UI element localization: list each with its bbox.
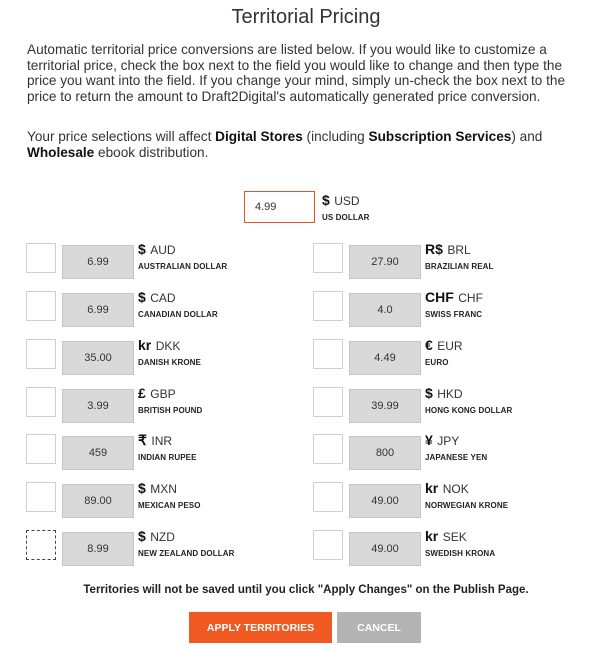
stores-prefix: Your price selections will affect xyxy=(27,129,216,144)
currency-name: BRITISH POUND xyxy=(138,406,203,415)
eur-override-checkbox[interactable] xyxy=(313,339,343,369)
currency-symbol: € xyxy=(425,337,433,353)
currency-code: MXN xyxy=(150,482,177,496)
brl-price-input[interactable] xyxy=(349,245,421,279)
jpy-override-checkbox[interactable] xyxy=(313,434,343,464)
currency-name: SWISS FRANC xyxy=(425,310,483,319)
currency-symbol: $ xyxy=(138,528,146,544)
cad-currency-label xyxy=(138,289,218,319)
mxn-price-input[interactable] xyxy=(62,484,134,518)
inr-override-checkbox[interactable] xyxy=(26,434,56,464)
currency-name: MEXICAN PESO xyxy=(138,501,201,510)
gbp-override-checkbox[interactable] xyxy=(26,387,56,417)
currency-code: GBP xyxy=(150,387,176,401)
page-title: Territorial Pricing xyxy=(231,6,381,28)
stores-suffix: ebook distribution. xyxy=(94,144,209,160)
currency-symbol: $ xyxy=(425,385,433,401)
mxn-currency-label xyxy=(138,480,201,510)
hkd-price-input[interactable] xyxy=(349,389,421,423)
dkk-currency-label xyxy=(138,337,201,367)
aud-currency-label xyxy=(138,241,227,271)
hkd-currency-label xyxy=(425,385,512,415)
currency-code: CAD xyxy=(150,291,176,305)
cancel-button[interactable]: CANCEL xyxy=(337,612,421,643)
currency-code: EUR xyxy=(437,339,463,353)
currency-code: AUD xyxy=(150,243,176,257)
stores-wholesale: Wholesale xyxy=(27,144,95,160)
base-price-input[interactable] xyxy=(244,191,315,223)
eur-price-input[interactable] xyxy=(349,341,421,375)
brl-override-checkbox[interactable] xyxy=(313,243,343,273)
currency-code: SEK xyxy=(442,530,467,544)
currency-code: BRL xyxy=(447,243,471,257)
sek-override-checkbox[interactable] xyxy=(313,530,343,560)
dkk-price-input[interactable] xyxy=(62,341,134,375)
stores-mid1: (including xyxy=(302,129,369,144)
sek-currency-label xyxy=(425,528,495,558)
currency-symbol: kr xyxy=(425,528,439,544)
currency-name: HONG KONG DOLLAR xyxy=(425,406,513,415)
base-currency-label xyxy=(322,192,370,222)
currency-name: JAPANESE YEN xyxy=(425,453,488,462)
gbp-currency-label xyxy=(138,385,202,415)
jpy-price-input[interactable] xyxy=(349,436,421,470)
cad-price-input[interactable] xyxy=(62,293,134,327)
inr-price-input[interactable] xyxy=(62,436,134,470)
currency-name: BRAZILIAN REAL xyxy=(425,262,494,271)
chf-price-input[interactable] xyxy=(349,293,421,327)
hkd-override-checkbox[interactable] xyxy=(313,387,343,417)
currency-code: INR xyxy=(151,434,173,448)
currency-symbol: kr xyxy=(138,337,152,353)
apply-territories-button[interactable]: APPLY TERRITORIES xyxy=(189,612,332,643)
currency-symbol: ¥ xyxy=(425,432,433,448)
chf-override-checkbox[interactable] xyxy=(313,291,343,321)
aud-override-checkbox[interactable] xyxy=(26,243,56,273)
currency-code: HKD xyxy=(437,387,463,401)
currency-name: EURO xyxy=(425,358,449,367)
currency-name: NEW ZEALAND DOLLAR xyxy=(138,549,235,558)
nzd-currency-label xyxy=(138,528,234,558)
dkk-override-checkbox[interactable] xyxy=(26,339,56,369)
jpy-currency-label xyxy=(425,432,487,462)
stores-text xyxy=(27,129,587,160)
currency-code: NZD xyxy=(150,530,175,544)
nzd-price-input[interactable] xyxy=(62,532,134,566)
currency-symbol: kr xyxy=(425,480,439,496)
currency-code: DKK xyxy=(155,339,181,353)
currency-name: CANADIAN DOLLAR xyxy=(138,310,218,319)
stores-digital: Digital Stores xyxy=(215,129,303,144)
nok-currency-label xyxy=(425,480,508,510)
currency-symbol: CHF xyxy=(425,289,454,305)
brl-currency-label xyxy=(425,241,494,271)
intro-text: Automatic territorial price conversions are listed below. If you would like to customize a territorial price, check the box next to the field you would like to change and then type the price you want into the field. If you change your mind, simply un-check the box next to the price to return the amount to Draft2Digital's automatically generated price conversion. xyxy=(27,42,566,104)
currency-symbol: £ xyxy=(138,385,146,401)
chf-currency-label xyxy=(425,289,483,319)
aud-price-input[interactable] xyxy=(62,245,134,279)
currency-symbol: $ xyxy=(138,241,146,257)
currency-name: US DOLLAR xyxy=(322,213,370,222)
cad-override-checkbox[interactable] xyxy=(26,291,56,321)
currency-name: NORWEGIAN KRONE xyxy=(425,501,509,510)
currency-name: SWEDISH KRONA xyxy=(425,549,496,558)
nok-override-checkbox[interactable] xyxy=(313,482,343,512)
inr-currency-label xyxy=(138,432,197,462)
sek-price-input[interactable] xyxy=(349,532,421,566)
currency-code: JPY xyxy=(437,434,460,448)
currency-name: INDIAN RUPEE xyxy=(138,453,197,462)
currency-code: NOK xyxy=(442,482,469,496)
nok-price-input[interactable] xyxy=(349,484,421,518)
nzd-override-checkbox[interactable] xyxy=(26,530,56,560)
gbp-price-input[interactable] xyxy=(62,389,134,423)
save-warning-note: Territories will not be saved until you click "Apply Changes" on the Publish Page. xyxy=(83,584,529,596)
currency-symbol: $ xyxy=(322,192,330,208)
eur-currency-label xyxy=(425,337,463,367)
currency-code: USD xyxy=(334,194,360,208)
currency-code: CHF xyxy=(458,291,483,305)
stores-subscription: Subscription Services xyxy=(368,129,512,144)
currency-symbol: $ xyxy=(138,289,146,305)
currency-symbol: R$ xyxy=(425,241,443,257)
currency-name: AUSTRALIAN DOLLAR xyxy=(138,262,228,271)
currency-symbol: $ xyxy=(138,480,146,496)
mxn-override-checkbox[interactable] xyxy=(26,482,56,512)
currency-name: DANISH KRONE xyxy=(138,358,201,367)
stores-mid2: ) and xyxy=(511,129,543,144)
currency-symbol: ₹ xyxy=(138,432,147,448)
